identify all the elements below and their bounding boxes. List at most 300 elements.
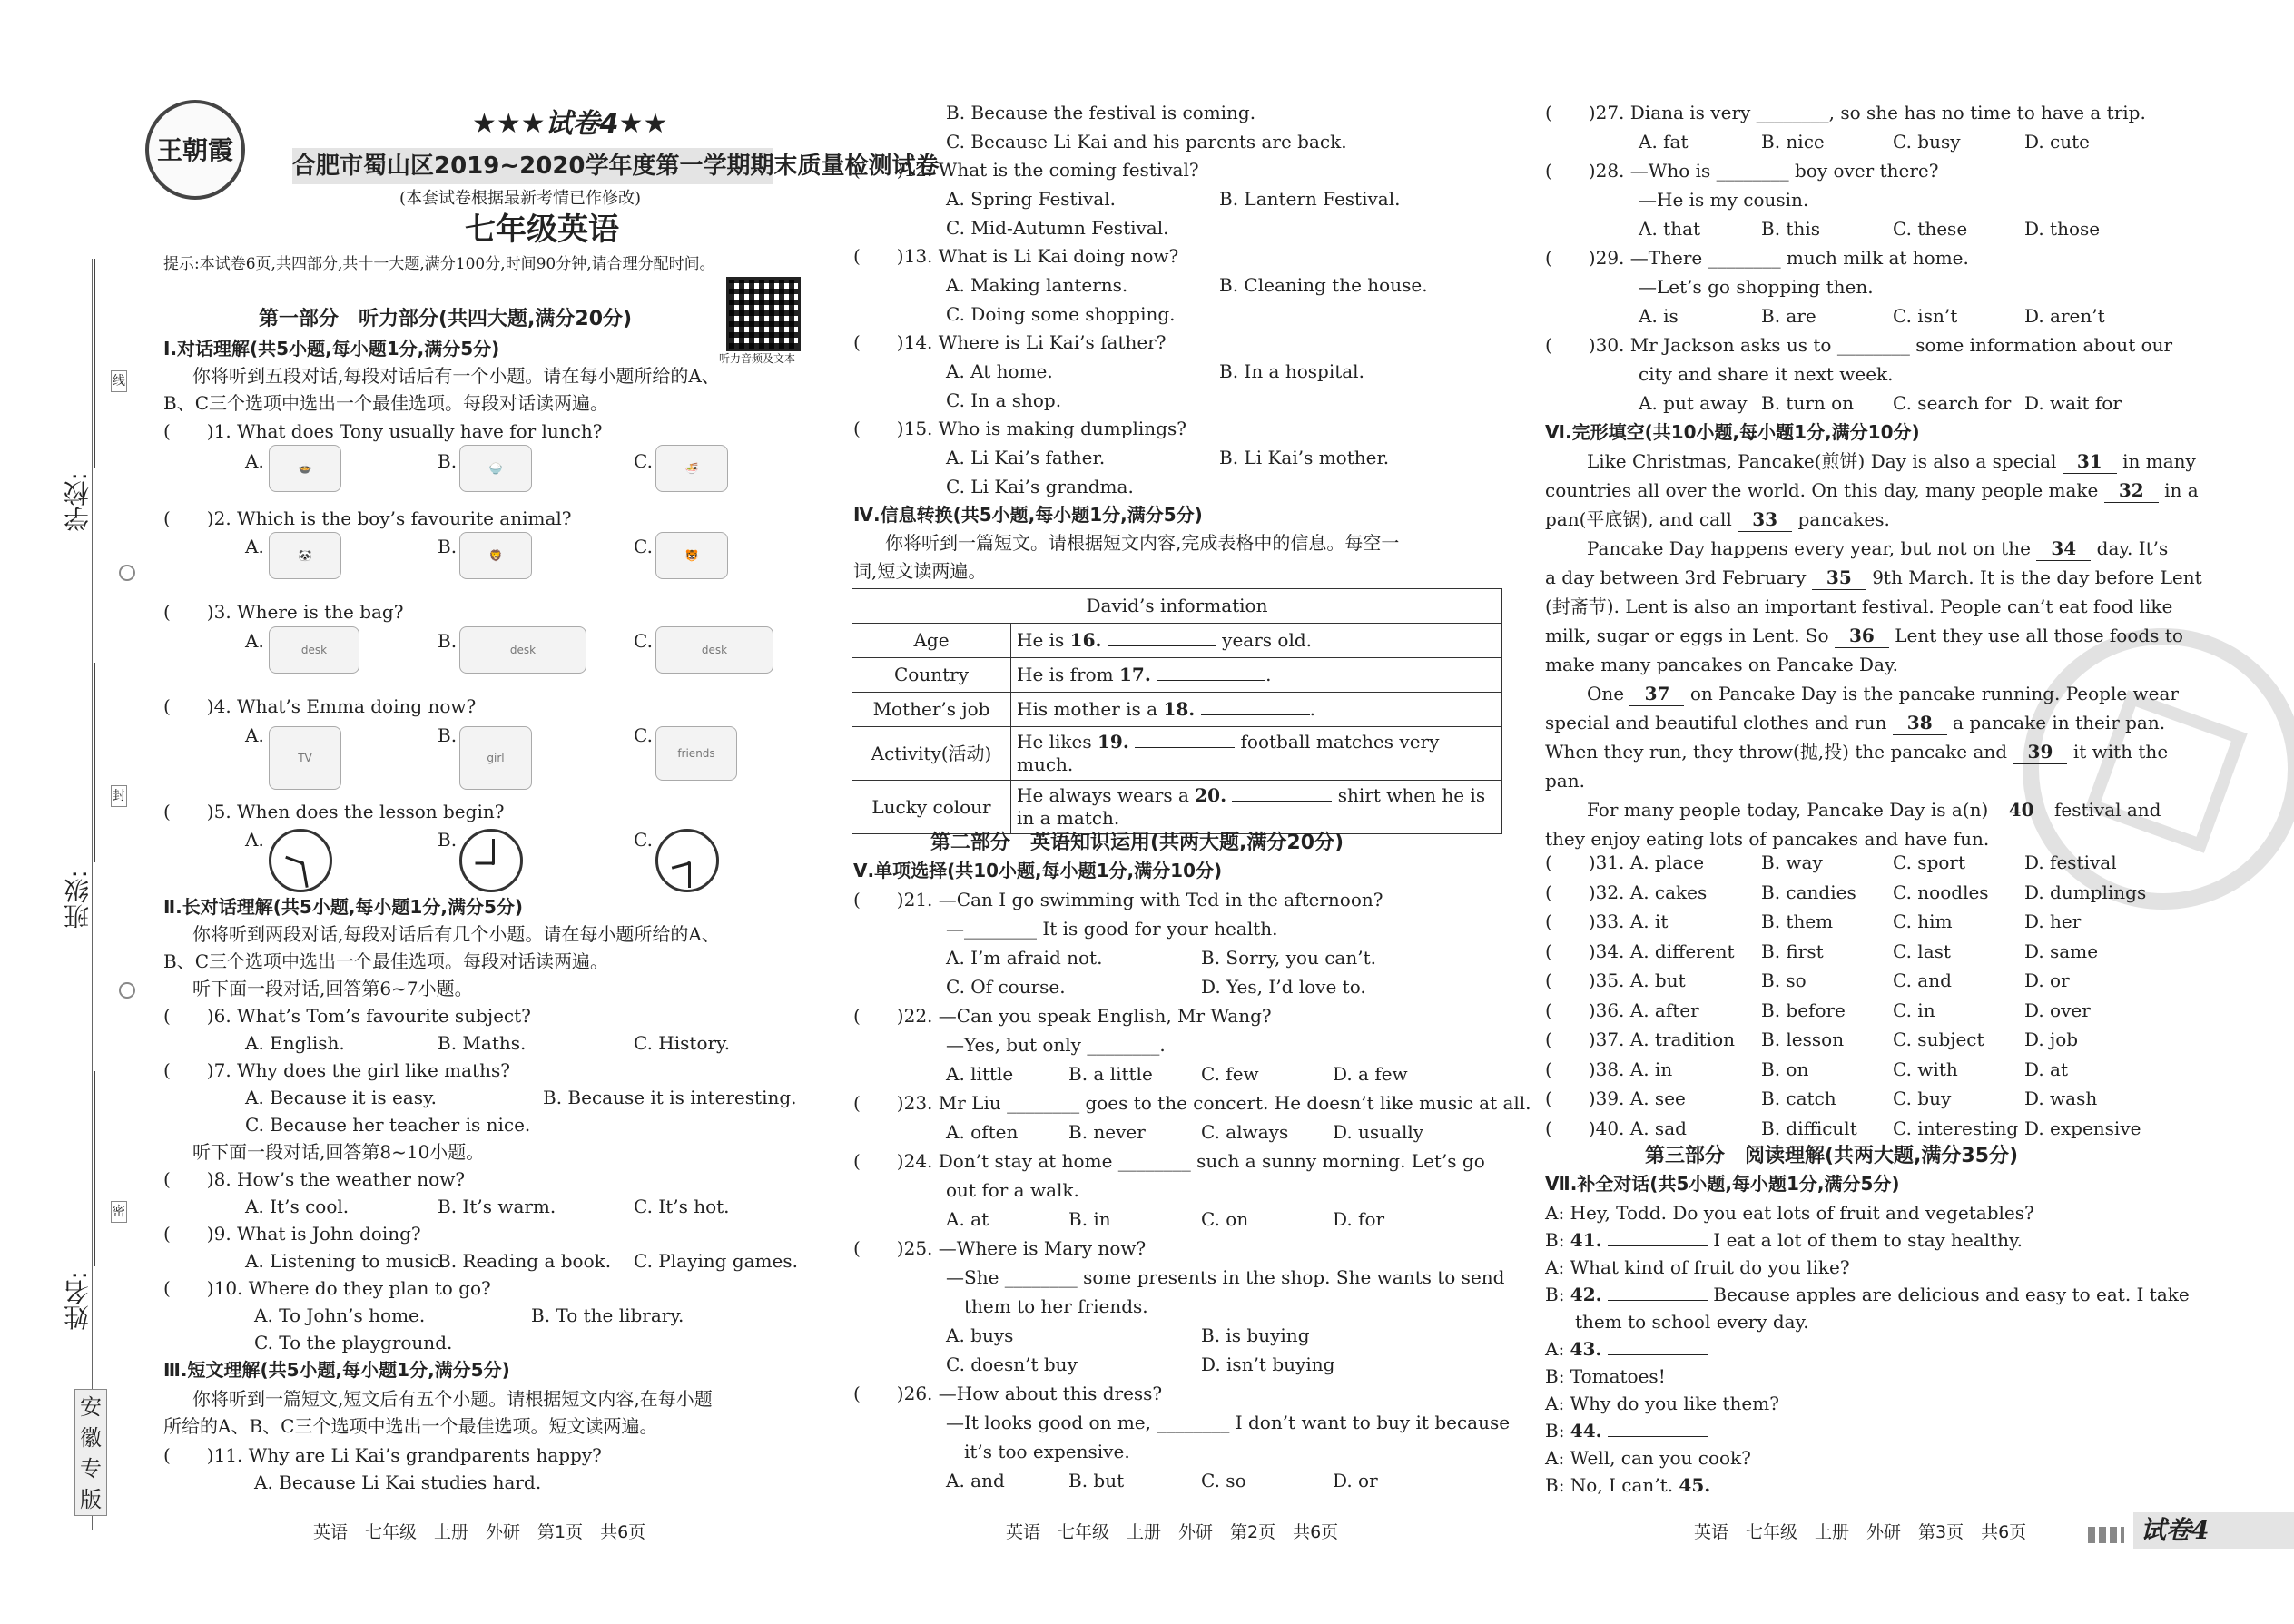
cloze-text: in many [2122, 450, 2196, 472]
binding-label-xian: 线 [111, 370, 127, 392]
cloze-option[interactable]: B. them [1761, 910, 1834, 932]
option-b-label: B. [438, 630, 458, 652]
question-3[interactable]: ( )3. Where is the bag? [163, 601, 404, 623]
cloze-text: special and beautiful clothes and run [1545, 712, 1887, 733]
question-25-option[interactable]: A. buys [946, 1324, 1014, 1346]
answer-blank-16[interactable] [1108, 645, 1216, 646]
cloze-option[interactable]: B. first [1761, 940, 1824, 962]
question-12-option[interactable]: C. Mid-Autumn Festival. [946, 217, 1169, 239]
part2-heading: 第二部分 英语知识运用(共两大题,满分20分) [930, 832, 1344, 854]
section2-directions: 听下面一段对话,回答第8~10小题。 [192, 1141, 485, 1163]
question-26-option[interactable]: D. or [1333, 1470, 1378, 1491]
cloze-option[interactable]: D. wash [2024, 1088, 2098, 1109]
page-footer-1: 英语 七年级 上册 外研 第1页 共6页 [313, 1522, 646, 1542]
clock-a-icon[interactable] [269, 829, 332, 892]
question-21-option[interactable]: A. I’m afraid not. [946, 947, 1103, 969]
question-11-option[interactable]: C. Because Li Kai and his parents are back. [946, 131, 1347, 153]
question-14-option[interactable]: B. In a hospital. [1219, 360, 1364, 382]
question-29-option[interactable]: B. are [1761, 305, 1816, 327]
section4-directions: 你将听到一篇短文。请根据短文内容,完成表格中的信息。每空一 [885, 532, 1400, 554]
question-9-option[interactable]: B. Reading a book. [438, 1250, 612, 1272]
food-picture-c[interactable]: 🍜 [655, 445, 728, 492]
option-b-label: B. [438, 536, 458, 557]
dialogue-line [1545, 1420, 1708, 1442]
question-10-option[interactable]: C. To the playground. [254, 1332, 453, 1353]
answer-blank-44[interactable] [1608, 1436, 1708, 1437]
cloze-text: Pancake Day happens every year, but not on the [1587, 537, 2031, 559]
school-field[interactable] [94, 259, 95, 468]
cloze-option[interactable]: B. on [1761, 1058, 1809, 1080]
cloze-blank-40[interactable]: 40 [1994, 799, 2049, 822]
activity-picture-c[interactable]: friends [655, 726, 737, 781]
question-23-option[interactable]: A. often [946, 1121, 1019, 1143]
cloze-option[interactable]: D. expensive [2024, 1117, 2141, 1139]
table-key: Age [852, 624, 1011, 658]
cloze-option[interactable]: D. her [2024, 910, 2082, 932]
bag-picture-c[interactable]: desk [655, 626, 773, 674]
question-13-option[interactable]: A. Making lanterns. [946, 274, 1128, 296]
question-8-option[interactable]: A. It’s cool. [245, 1196, 350, 1217]
cloze-option[interactable]: B. so [1761, 969, 1807, 991]
question-21[interactable]: ( )21. —Can I go swimming with Ted in the afternoon? [853, 889, 1383, 910]
part1-heading: 第一部分 听力部分(共四大题,满分20分) [259, 308, 633, 330]
part3-heading: 第三部分 阅读理解(共两大题,满分35分) [1645, 1145, 2019, 1167]
blank-number: 20. [1195, 784, 1227, 806]
cloze-question-row[interactable]: ( )36. A. after [1545, 999, 1699, 1021]
info-table [852, 588, 1502, 834]
question-8[interactable]: ( )8. How’s the weather now? [163, 1168, 466, 1190]
cloze-line [1545, 479, 2199, 503]
cloze-text: Like Christmas, Pancake(煎饼) Day is also a special [1587, 450, 2057, 472]
question-27-option[interactable]: B. nice [1761, 131, 1825, 153]
question-9[interactable]: ( )9. What is John doing? [163, 1223, 421, 1245]
question-24-option[interactable]: B. in [1068, 1208, 1111, 1230]
table-key: Lucky colour [852, 781, 1011, 834]
question-25-option[interactable]: C. doesn’t buy [946, 1353, 1078, 1375]
cloze-blank-37[interactable]: 37 [1629, 683, 1684, 706]
question-26-option[interactable]: C. so [1201, 1470, 1246, 1491]
question-6-option[interactable]: B. Maths. [438, 1032, 527, 1054]
blank-number: 43. [1570, 1338, 1602, 1360]
cloze-blank-33[interactable]: 33 [1738, 508, 1792, 532]
question-30-option[interactable]: B. turn on [1761, 392, 1855, 414]
option-b-label: B. [438, 829, 458, 851]
question-9-option[interactable]: C. Playing games. [634, 1250, 798, 1272]
question-28[interactable]: ( )28. —Who is ________ boy over there? [1545, 160, 1939, 182]
dialogue-line: A: Well, can you cook? [1545, 1447, 1751, 1469]
section4-directions: 词,短文读两遍。 [853, 560, 987, 582]
dialogue-line [1545, 1284, 2190, 1306]
question-21-option[interactable]: B. Sorry, you can’t. [1201, 947, 1376, 969]
cloze-option[interactable]: D. at [2024, 1058, 2068, 1080]
question-23-option[interactable]: D. usually [1333, 1121, 1424, 1143]
binding-hole [119, 565, 135, 581]
table-text: He is [1017, 629, 1070, 651]
binding-label-feng: 封 [111, 785, 127, 807]
panda-picture[interactable]: 🐼 [269, 532, 341, 579]
question-7-option[interactable]: A. Because it is easy. [245, 1087, 437, 1108]
question-12[interactable]: ( )12. What is the coming festival? [853, 159, 1199, 181]
question-7-option[interactable]: C. Because her teacher is nice. [245, 1114, 531, 1136]
cloze-text: a day between 3rd February [1545, 566, 1807, 588]
lion-picture[interactable]: 🦁 [459, 532, 532, 579]
option-a-label: A. [245, 450, 264, 472]
cloze-blank-32[interactable]: 32 [2104, 479, 2159, 503]
question-10[interactable]: ( )10. Where do they plan to go? [163, 1277, 491, 1299]
table-key: Country [852, 658, 1011, 693]
section2-directions: 听下面一段对话,回答第6~7小题。 [192, 978, 473, 999]
cloze-question-row[interactable]: ( )35. A. but [1545, 969, 1686, 991]
section3-directions: 所给的A、B、C三个选项中选出一个最佳选项。短文读两遍。 [163, 1415, 658, 1437]
question-26-prompt: it’s too expensive. [964, 1441, 1130, 1462]
page-footer-3: 英语 七年级 上册 外研 第3页 共6页 [1694, 1522, 2027, 1542]
section4-heading: Ⅳ.信息转换(共5小题,每小题1分,满分5分) [853, 504, 1203, 526]
table-key: Activity(活动) [852, 727, 1011, 781]
question-28-option[interactable]: B. this [1761, 218, 1820, 240]
cloze-option[interactable]: D. same [2024, 940, 2099, 962]
bag-picture-b[interactable]: desk [459, 626, 586, 674]
cloze-text: pan(平底锅), and call [1545, 508, 1732, 530]
question-14-option[interactable]: C. In a shop. [946, 389, 1062, 411]
qr-caption: 听力音频及文本 [719, 352, 796, 365]
question-27[interactable]: ( )27. Diana is very ________, so she has no time to have a trip. [1545, 102, 2146, 123]
question-24[interactable]: ( )24. Don’t stay at home ________ such a sunny morning. Let’s go [853, 1150, 1485, 1172]
cloze-option[interactable]: B. candies [1761, 881, 1856, 903]
cloze-option[interactable]: D. or [2024, 969, 2070, 991]
question-30-option[interactable]: A. put away [1639, 392, 1748, 414]
cloze-question-row[interactable]: ( )39. A. see [1545, 1088, 1686, 1109]
binding-hole [119, 982, 135, 999]
question-21-option[interactable]: D. Yes, I’d love to. [1201, 976, 1366, 998]
question-25-prompt: them to her friends. [964, 1295, 1148, 1317]
question-28-option[interactable]: C. these [1893, 218, 1968, 240]
cloze-option[interactable]: C. interesting [1893, 1117, 2019, 1139]
question-21-option[interactable]: C. Of course. [946, 976, 1066, 998]
question-29[interactable]: ( )29. —There ________ much milk at home. [1545, 247, 1969, 269]
table-value [1011, 624, 1502, 658]
cloze-line: pan. [1545, 770, 1585, 792]
question-24-option[interactable]: C. on [1201, 1208, 1249, 1230]
question-28-option[interactable]: A. that [1639, 218, 1701, 240]
cloze-text: When they run, they throw(抛,投) the pancake and [1545, 741, 2008, 763]
cloze-option[interactable]: B. catch [1761, 1088, 1836, 1109]
cloze-option[interactable]: B. way [1761, 851, 1823, 873]
question-30-option[interactable]: C. search for [1893, 392, 2012, 414]
school-label: 学校: [63, 472, 93, 532]
cloze-text: countries all over the world. On this day, many people make [1545, 479, 2099, 501]
bag-picture-a[interactable]: desk [269, 626, 359, 674]
paper-badge: 试卷4 [2133, 1512, 2294, 1549]
question-14[interactable]: ( )14. Where is Li Kai’s father? [853, 331, 1167, 353]
question-12-option[interactable]: A. Spring Festival. [946, 188, 1116, 210]
cloze-question-row[interactable]: ( )33. A. it [1545, 910, 1669, 932]
food-picture-a[interactable]: 🍲 [269, 445, 341, 492]
dialogue-line: B: Tomatoes! [1545, 1365, 1666, 1387]
paper-series: ★★★试卷4★★ [472, 108, 668, 140]
blank-number: 16. [1069, 629, 1102, 651]
blank-number: 45. [1679, 1474, 1711, 1496]
food-picture-b[interactable]: 🍚 [459, 445, 532, 492]
question-23[interactable]: ( )23. Mr Liu ________ goes to the concert. He doesn’t like music at all. [853, 1092, 1531, 1114]
cloze-question-row[interactable]: ( )38. A. in [1545, 1058, 1673, 1080]
name-field[interactable] [94, 1071, 95, 1266]
cloze-option[interactable]: C. sport [1893, 851, 1966, 873]
cloze-blank-31[interactable]: 31 [2063, 450, 2117, 474]
exam-note: (本套试卷根据最新考情已作修改) [399, 189, 642, 208]
cloze-blank-38[interactable]: 38 [1893, 712, 1947, 735]
table-value [1011, 727, 1502, 781]
section2-heading: Ⅱ.长对话理解(共5小题,每小题1分,满分5分) [163, 896, 523, 918]
question-11[interactable]: ( )11. Why are Li Kai’s grandparents happy? [163, 1444, 602, 1466]
option-b-label: B. [438, 724, 458, 746]
cloze-line [1587, 799, 2161, 822]
cloze-text: Lent they use all those foods to [1895, 625, 2183, 646]
cloze-blank-35[interactable]: 35 [1812, 566, 1866, 590]
question-5[interactable]: ( )5. When does the lesson begin? [163, 801, 505, 822]
question-30-option[interactable]: D. wait for [2024, 392, 2122, 414]
question-7[interactable]: ( )7. Why does the girl like maths? [163, 1059, 510, 1081]
table-row [852, 624, 1502, 658]
option-a-label: A. [245, 724, 264, 746]
question-22-option[interactable]: D. a few [1333, 1063, 1408, 1085]
answer-blank-17[interactable] [1157, 680, 1265, 681]
answer-blank-43[interactable] [1608, 1354, 1708, 1355]
option-a-label: A. [245, 829, 264, 851]
question-9-option[interactable]: A. Listening to music. [245, 1250, 446, 1272]
table-row [852, 693, 1502, 727]
page-title: 七年级英语 [465, 212, 619, 248]
answer-blank-20[interactable] [1232, 801, 1332, 802]
class-field[interactable] [94, 663, 95, 862]
section2-directions: 你将听到两段对话,每段对话后有几个小题。请在每小题所给的A、 [192, 923, 720, 945]
question-24-option[interactable]: D. for [1333, 1208, 1385, 1230]
cloze-question-row[interactable]: ( )34. A. different [1545, 940, 1735, 962]
question-23-option[interactable]: B. never [1068, 1121, 1146, 1143]
question-22-option[interactable]: C. few [1201, 1063, 1259, 1085]
answer-blank-42[interactable] [1608, 1300, 1708, 1301]
name-label: 姓名: [63, 1271, 93, 1331]
cloze-text: a pancake in their pan. [1953, 712, 2166, 733]
cloze-option[interactable]: C. buy [1893, 1088, 1952, 1109]
question-24-option[interactable]: A. at [946, 1208, 989, 1230]
tiger-picture[interactable]: 🐯 [655, 532, 728, 579]
section1-directions: 你将听到五段对话,每段对话后有一个小题。请在每小题所给的A、 [192, 365, 720, 387]
question-6-option[interactable]: C. History. [634, 1032, 731, 1054]
section6-heading: Ⅵ.完形填空(共10小题,每小题1分,满分10分) [1545, 421, 1920, 443]
qr-code-icon[interactable] [726, 277, 801, 351]
brand-logo-text: 王朝霞 [156, 134, 233, 165]
cloze-question-row[interactable]: ( )32. A. cakes [1545, 881, 1708, 903]
section1-directions: B、C三个选项中选出一个最佳选项。每段对话读两遍。 [163, 392, 608, 414]
question-25-option[interactable]: D. isn’t buying [1201, 1353, 1335, 1375]
section3-heading: Ⅲ.短文理解(共5小题,每小题1分,满分5分) [163, 1359, 510, 1381]
dialogue-line [1545, 1474, 1816, 1497]
question-29-option[interactable]: D. aren’t [2024, 305, 2105, 327]
question-26-option[interactable]: B. but [1068, 1470, 1125, 1491]
activity-picture-a[interactable]: TV [269, 726, 341, 790]
dialogue-line: A: Why do you like them? [1545, 1393, 1779, 1414]
cloze-option[interactable]: C. with [1893, 1058, 1958, 1080]
dialogue-speaker: B: [1545, 1420, 1570, 1442]
cloze-option[interactable]: C. noodles [1893, 881, 1989, 903]
question-27-option[interactable]: A. fat [1639, 131, 1689, 153]
question-15-option[interactable]: C. Li Kai’s grandma. [946, 476, 1134, 497]
question-4[interactable]: ( )4. What’s Emma doing now? [163, 695, 477, 717]
table-text: shirt when he is in a match. [1017, 784, 1486, 829]
cloze-line [1545, 741, 2168, 764]
cloze-option[interactable]: C. and [1893, 969, 1952, 991]
blank-number: 19. [1098, 731, 1129, 753]
question-22-prompt: —Yes, but only ________. [946, 1034, 1166, 1056]
question-15[interactable]: ( )15. Who is making dumplings? [853, 418, 1186, 439]
answer-blank-19[interactable] [1135, 747, 1235, 748]
cloze-text: festival and [2053, 799, 2161, 821]
cloze-line [1545, 625, 2183, 648]
table-text: He is from [1017, 664, 1119, 685]
table-key: Mother’s job [852, 693, 1011, 727]
question-22-option[interactable]: A. little [946, 1063, 1014, 1085]
question-22[interactable]: ( )22. —Can you speak English, Mr Wang? [853, 1005, 1272, 1027]
page-footer-2: 英语 七年级 上册 外研 第2页 共6页 [1006, 1522, 1339, 1542]
cloze-line: they enjoy eating lots of pancakes and have fun. [1545, 828, 1990, 850]
question-6-option[interactable]: A. English. [245, 1032, 345, 1054]
cloze-option[interactable]: D. job [2024, 1029, 2079, 1050]
question-13-option[interactable]: C. Doing some shopping. [946, 303, 1176, 325]
cloze-option[interactable]: D. over [2024, 999, 2091, 1021]
table-text: His mother is a [1017, 698, 1164, 720]
question-26[interactable]: ( )26. —How about this dress? [853, 1383, 1163, 1404]
cloze-text: For many people today, Pancake Day is a(n) [1587, 799, 1989, 821]
exam-title: 合肥市蜀山区2019~2020学年度第一学期期末质量检测试卷 [292, 148, 773, 184]
table-text: . [1309, 698, 1315, 720]
cloze-line [1587, 537, 2168, 561]
class-label: 班级: [63, 870, 93, 930]
question-30[interactable]: ( )30. Mr Jackson asks us to ________ some information about our [1545, 334, 2173, 356]
activity-picture-b[interactable]: girl [459, 726, 532, 790]
table-text: football matches very much. [1017, 731, 1440, 775]
question-8-option[interactable]: C. It’s hot. [634, 1196, 730, 1217]
cloze-blank-36[interactable]: 36 [1835, 625, 1889, 648]
option-a-label: A. [245, 630, 264, 652]
cloze-text: it with the [2072, 741, 2169, 763]
question-10-option[interactable]: A. To John’s home. [254, 1304, 426, 1326]
dialogue-line [1545, 1229, 2023, 1252]
question-23-option[interactable]: C. always [1201, 1121, 1289, 1143]
question-15-option[interactable]: A. Li Kai’s father. [946, 447, 1106, 468]
section5-heading: Ⅴ.单项选择(共10小题,每小题1分,满分10分) [853, 860, 1223, 881]
option-c-label: C. [634, 829, 653, 851]
cloze-option[interactable]: D. dumplings [2024, 881, 2147, 903]
question-28-prompt: —He is my cousin. [1639, 189, 1809, 211]
question-1[interactable]: ( )1. What does Tony usually have for lunch? [163, 420, 603, 442]
cloze-option[interactable]: B. before [1761, 999, 1846, 1021]
answer-blank-18[interactable] [1201, 714, 1310, 715]
cloze-question-row[interactable]: ( )37. A. tradition [1545, 1029, 1736, 1050]
question-11-option[interactable]: B. Because the festival is coming. [946, 102, 1256, 123]
table-value [1011, 781, 1502, 834]
cloze-question-row[interactable]: ( )31. A. place [1545, 851, 1705, 873]
clock-c-icon[interactable] [655, 829, 719, 892]
cloze-option[interactable]: B. lesson [1761, 1029, 1845, 1050]
table-value [1011, 693, 1502, 727]
cloze-question-row[interactable]: ( )40. A. sad [1545, 1117, 1687, 1139]
cloze-blank-34[interactable]: 34 [2036, 537, 2091, 561]
question-14-option[interactable]: A. At home. [946, 360, 1053, 382]
question-2[interactable]: ( )2. Which is the boy’s favourite animal? [163, 507, 572, 529]
cloze-line: make many pancakes on Pancake Day. [1545, 654, 1898, 675]
section3-directions: 你将听到一篇短文,短文后有五个小题。请根据短文内容,在每小题 [192, 1388, 713, 1410]
dialogue-line: A: What kind of fruit do you like? [1545, 1256, 1850, 1278]
cloze-option[interactable]: C. him [1893, 910, 1953, 932]
cloze-text: pancakes. [1797, 508, 1890, 530]
clock-b-icon[interactable] [459, 829, 523, 892]
question-22-option[interactable]: B. a little [1068, 1063, 1153, 1085]
dialogue-text: Because apples are delicious and easy to eat. I take [1707, 1284, 2190, 1305]
table-row [852, 658, 1502, 693]
question-29-option[interactable]: A. is [1639, 305, 1679, 327]
dialogue-line: them to school every day. [1575, 1311, 1809, 1333]
dialogue-speaker: A: [1545, 1338, 1570, 1360]
question-13-option[interactable]: B. Cleaning the house. [1219, 274, 1428, 296]
cloze-option[interactable]: C. last [1893, 940, 1951, 962]
cloze-line: (封斋节). Lent is also an important festival. People can’t eat food like [1545, 595, 2173, 617]
question-10-option[interactable]: B. To the library. [531, 1304, 684, 1326]
answer-blank-41[interactable] [1608, 1245, 1708, 1246]
cloze-option[interactable]: C. subject [1893, 1029, 1984, 1050]
dialogue-speaker: B: [1545, 1284, 1570, 1305]
question-21-prompt: —________ It is good for your health. [946, 918, 1278, 940]
question-6[interactable]: ( )6. What’s Tom’s favourite subject? [163, 1005, 531, 1027]
question-7-option[interactable]: B. Because it is interesting. [543, 1087, 797, 1108]
question-27-option[interactable]: C. busy [1893, 131, 1961, 153]
table-text: He likes [1017, 731, 1098, 753]
cloze-option[interactable]: D. festival [2024, 851, 2117, 873]
question-26-option[interactable]: A. and [946, 1470, 1005, 1491]
question-29-option[interactable]: C. isn’t [1893, 305, 1958, 327]
exam-tip: 提示:本试卷6页,共四部分,共十一大题,满分100分,时间90分钟,请合理分配时间。 [163, 255, 715, 273]
question-25-option[interactable]: B. is buying [1201, 1324, 1310, 1346]
question-13[interactable]: ( )13. What is Li Kai doing now? [853, 245, 1179, 267]
question-8-option[interactable]: B. It’s warm. [438, 1196, 556, 1217]
option-a-label: A. [245, 536, 264, 557]
cloze-text: in a [2164, 479, 2199, 501]
question-15-option[interactable]: B. Li Kai’s mother. [1219, 447, 1390, 468]
table-value [1011, 658, 1502, 693]
cloze-line [1545, 508, 1890, 532]
cloze-option[interactable]: C. in [1893, 999, 1935, 1021]
option-b-label: B. [438, 450, 458, 472]
table-row [852, 727, 1502, 781]
cloze-line [1545, 712, 2165, 735]
cloze-text: on Pancake Day is the pancake running. People wear [1689, 683, 2179, 704]
cloze-blank-39[interactable]: 39 [2013, 741, 2067, 764]
cloze-option[interactable]: B. difficult [1761, 1117, 1857, 1139]
option-c-label: C. [634, 630, 653, 652]
section2-directions: B、C三个选项中选出一个最佳选项。每段对话读两遍。 [163, 950, 608, 972]
table-text: . [1265, 664, 1272, 685]
question-28-option[interactable]: D. those [2024, 218, 2101, 240]
binding-label-mi: 密 [111, 1201, 127, 1223]
question-27-option[interactable]: D. cute [2024, 131, 2090, 153]
question-29-prompt: —Let’s go shopping then. [1639, 276, 1874, 298]
option-c-label: C. [634, 536, 653, 557]
blank-number: 18. [1163, 698, 1196, 720]
question-11-option[interactable]: A. Because Li Kai studies hard. [254, 1471, 542, 1493]
question-25[interactable]: ( )25. —Where is Mary now? [853, 1237, 1147, 1259]
blank-number: 41. [1570, 1229, 1602, 1251]
cloze-text: day. It’s [2096, 537, 2169, 559]
question-12-option[interactable]: B. Lantern Festival. [1219, 188, 1401, 210]
